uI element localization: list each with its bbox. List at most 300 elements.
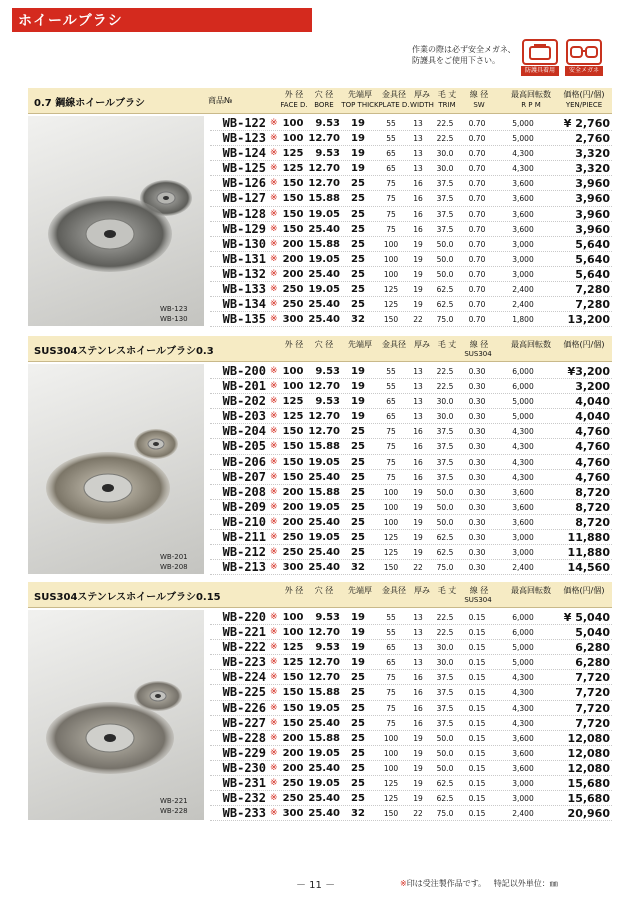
product-code: WB-226 (222, 700, 266, 715)
plate-diameter: 55 (386, 613, 396, 622)
header-plate-jp: 金具径 (382, 340, 406, 349)
top-thickness: 25 (351, 516, 365, 528)
face-diameter: 200 (282, 268, 304, 280)
max-rpm: 3,000 (512, 548, 534, 558)
top-thickness: 19 (351, 411, 365, 423)
product-code: WB-209 (222, 499, 266, 514)
width-value: 19 (413, 300, 423, 310)
protective-gear-caption: 防護具着用 (521, 66, 559, 76)
top-thickness: 25 (351, 732, 365, 744)
section-steel-wire (28, 88, 612, 328)
width-value: 16 (413, 703, 423, 713)
face-diameter: 250 (282, 547, 304, 559)
wire-diameter: 0.30 (468, 533, 486, 543)
face-diameter: 300 (282, 808, 304, 820)
header-sw-jp: 線 径 (469, 90, 489, 99)
trim-length: 37.5 (436, 427, 454, 437)
made-to-order-mark: ※ (270, 193, 278, 204)
price-value: ¥ 2,760 (563, 117, 610, 130)
header-tip-en: TOP THICK (341, 101, 379, 109)
product-code: WB-203 (222, 409, 266, 424)
face-diameter: 125 (282, 163, 304, 175)
header-plate-jp: 金具径 (382, 586, 406, 595)
price-value: 15,680 (567, 792, 610, 806)
table-row (210, 515, 612, 530)
bore-diameter: 12.70 (308, 163, 340, 175)
made-to-order-mark: ※ (270, 396, 278, 407)
table-row (210, 545, 612, 560)
price-value: 20,960 (567, 807, 610, 821)
wire-diameter: 0.15 (468, 809, 486, 819)
top-thickness: 25 (351, 426, 365, 438)
width-value: 13 (413, 367, 423, 376)
made-to-order-mark: ※ (270, 238, 278, 249)
wire-diameter: 0.15 (468, 718, 486, 728)
product-code: WB-122 (222, 116, 266, 130)
max-rpm: 1,800 (512, 315, 534, 325)
product-code: WB-225 (222, 685, 266, 700)
price-value: 3,960 (575, 222, 610, 236)
product-code: WB-208 (222, 484, 266, 499)
header-sw-en: SW (473, 101, 485, 109)
price-value: 7,280 (575, 298, 610, 312)
plate-diameter: 150 (383, 809, 399, 819)
face-diameter: 300 (282, 314, 304, 326)
face-diameter: 100 (282, 612, 304, 623)
made-to-order-mark: ※ (270, 672, 278, 683)
trim-length: 30.0 (436, 397, 454, 407)
product-code: WB-229 (222, 745, 266, 760)
made-to-order-mark: ※ (270, 778, 278, 789)
made-to-order-mark: ※ (270, 299, 278, 310)
max-rpm: 6,000 (512, 613, 534, 622)
made-to-order-mark: ※ (270, 612, 278, 622)
trim-length: 62.5 (436, 285, 454, 295)
safety-glasses-caption: 安全メガネ (565, 66, 603, 76)
max-rpm: 3,000 (512, 269, 534, 279)
trim-length: 62.5 (436, 779, 454, 789)
price-value: 4,040 (575, 410, 610, 424)
header-rpm-en: R P M (521, 101, 541, 109)
face-diameter: 125 (282, 396, 304, 408)
width-value: 19 (413, 285, 423, 295)
max-rpm: 4,300 (512, 703, 534, 713)
bore-diameter: 15.88 (308, 193, 340, 205)
header-trim-jp: 毛 丈 (437, 340, 457, 349)
table-row (210, 625, 612, 640)
made-to-order-mark: ※ (270, 687, 278, 698)
trim-length: 50.0 (436, 487, 454, 497)
max-rpm: 3,600 (512, 733, 534, 743)
wire-diameter: 0.30 (468, 427, 486, 437)
photo-caption-1: WB-123 (160, 305, 188, 313)
plate-diameter: 75 (386, 427, 396, 437)
footer-note-text: 印は受注製作品です。 (406, 879, 487, 888)
wire-diameter: 0.15 (468, 763, 486, 773)
bore-diameter: 12.70 (308, 411, 340, 423)
face-diameter: 150 (282, 702, 304, 714)
width-value: 19 (413, 487, 423, 497)
price-value: 3,960 (575, 177, 610, 191)
bore-diameter: 19.05 (308, 253, 340, 265)
width-value: 13 (413, 134, 423, 144)
max-rpm: 4,300 (512, 718, 534, 728)
section-sus304-03 (28, 336, 612, 576)
max-rpm: 3,600 (512, 487, 534, 497)
made-to-order-mark: ※ (270, 808, 278, 819)
price-value: 7,720 (575, 701, 610, 715)
price-value: 6,280 (575, 656, 610, 670)
max-rpm: 2,400 (512, 300, 534, 310)
made-to-order-mark: ※ (270, 547, 278, 558)
max-rpm: 4,300 (512, 472, 534, 482)
max-rpm: 3,600 (512, 748, 534, 758)
product-code: WB-204 (222, 424, 266, 439)
header-sus-label: SUS304 (464, 596, 492, 604)
bore-diameter: 9.53 (315, 612, 340, 623)
bore-diameter: 15.88 (308, 238, 340, 250)
bore-diameter: 12.70 (308, 657, 340, 669)
table-row (210, 685, 612, 700)
top-thickness: 25 (351, 193, 365, 205)
top-thickness: 25 (351, 238, 365, 250)
face-diameter: 200 (282, 516, 304, 528)
width-value: 13 (413, 119, 423, 128)
price-value: 3,200 (575, 380, 610, 394)
trim-length: 30.0 (436, 164, 454, 174)
top-thickness: 19 (351, 396, 365, 408)
header-tip-jp: 先端厚 (348, 586, 372, 595)
made-to-order-mark: ※ (270, 642, 278, 653)
made-to-order-mark: ※ (270, 747, 278, 758)
plate-diameter: 125 (383, 300, 399, 310)
table-row (210, 176, 612, 191)
width-value: 19 (413, 794, 423, 804)
price-value: 8,720 (575, 515, 610, 529)
max-rpm: 2,400 (512, 563, 534, 573)
trim-length: 37.5 (436, 457, 454, 467)
width-value: 13 (413, 628, 423, 638)
header-plate-en: PLATE D. (378, 101, 410, 109)
wire-diameter: 0.15 (468, 658, 486, 668)
top-thickness: 19 (351, 163, 365, 175)
price-value: 4,760 (575, 470, 610, 484)
price-value: 5,640 (575, 267, 610, 281)
section-title: SUS304ステンレスホイールブラシ0.15 (34, 592, 221, 603)
header-face-jp: 外 径 (284, 586, 304, 595)
table-row (210, 207, 612, 222)
face-diameter: 250 (282, 284, 304, 296)
footer-note-mark: ※ (400, 879, 407, 888)
made-to-order-mark: ※ (270, 118, 278, 128)
made-to-order-mark: ※ (270, 702, 278, 713)
top-thickness: 32 (351, 808, 365, 820)
trim-length: 22.5 (436, 382, 454, 392)
made-to-order-mark: ※ (270, 366, 278, 376)
plate-diameter: 150 (383, 563, 399, 573)
table-row (210, 655, 612, 670)
made-to-order-mark: ※ (270, 268, 278, 279)
face-diameter: 250 (282, 793, 304, 805)
section-sus304-015 (28, 582, 612, 822)
plate-diameter: 55 (386, 134, 396, 144)
product-code: WB-201 (222, 379, 266, 394)
made-to-order-mark: ※ (270, 148, 278, 159)
width-value: 19 (413, 254, 423, 264)
wire-diameter: 0.15 (468, 673, 486, 683)
trim-length: 22.5 (436, 134, 454, 144)
max-rpm: 3,000 (512, 239, 534, 249)
width-value: 16 (413, 194, 423, 204)
price-value: 4,760 (575, 425, 610, 439)
max-rpm: 3,600 (512, 224, 534, 234)
width-value: 22 (413, 315, 423, 325)
plate-diameter: 100 (383, 763, 399, 773)
plate-diameter: 65 (386, 643, 396, 653)
plate-diameter: 125 (383, 794, 399, 804)
product-code: WB-202 (222, 394, 266, 409)
face-diameter: 150 (282, 471, 304, 483)
face-diameter: 150 (282, 717, 304, 729)
top-thickness: 25 (351, 762, 365, 774)
header-face-jp: 外 径 (284, 90, 304, 99)
bore-diameter: 12.70 (308, 133, 340, 145)
max-rpm: 3,600 (512, 179, 534, 189)
header-bore-en: BORE (314, 101, 334, 109)
wire-diameter: 0.15 (468, 779, 486, 789)
wire-diameter: 0.70 (468, 209, 486, 219)
wire-diameter: 0.70 (468, 194, 486, 204)
plate-diameter: 100 (383, 517, 399, 527)
width-value: 16 (413, 472, 423, 482)
bore-diameter: 15.88 (308, 687, 340, 699)
max-rpm: 5,000 (512, 412, 534, 422)
width-value: 16 (413, 673, 423, 683)
product-code: WB-124 (222, 146, 266, 161)
width-value: 16 (413, 718, 423, 728)
table-row (210, 701, 612, 716)
face-diameter: 150 (282, 456, 304, 468)
product-code: WB-224 (222, 670, 266, 685)
trim-length: 37.5 (436, 703, 454, 713)
header-sw-jp: 線 径 (469, 586, 489, 595)
table-row (210, 746, 612, 761)
top-thickness: 25 (351, 268, 365, 280)
trim-length: 22.5 (436, 119, 454, 128)
product-photo (28, 610, 204, 820)
made-to-order-mark: ※ (270, 501, 278, 512)
wire-diameter: 0.15 (468, 703, 486, 713)
wire-diameter: 0.30 (468, 457, 486, 467)
header-face-en: FACE D. (280, 101, 308, 109)
product-code: WB-230 (222, 760, 266, 775)
price-value: 2,760 (575, 132, 610, 146)
made-to-order-mark: ※ (270, 284, 278, 295)
table-row (210, 297, 612, 312)
price-value: 3,320 (575, 147, 610, 161)
bore-diameter: 25.40 (308, 808, 340, 820)
product-code: WB-221 (222, 625, 266, 640)
max-rpm: 6,000 (512, 367, 534, 376)
price-value: 7,720 (575, 716, 610, 730)
top-thickness: 25 (351, 178, 365, 190)
max-rpm: 6,000 (512, 628, 534, 638)
product-code: WB-213 (222, 560, 266, 575)
price-value: 12,080 (567, 746, 610, 760)
product-code: WB-125 (222, 161, 266, 176)
top-thickness: 19 (351, 627, 365, 639)
plate-diameter: 65 (386, 164, 396, 174)
max-rpm: 2,400 (512, 285, 534, 295)
width-value: 19 (413, 533, 423, 543)
top-thickness: 19 (351, 148, 365, 160)
header-width-jp: 厚み (414, 340, 430, 349)
table-row (210, 610, 612, 625)
photo-caption-2: WB-130 (160, 315, 188, 323)
wire-diameter: 0.70 (468, 164, 486, 174)
product-code: WB-220 (222, 610, 266, 624)
product-code: WB-205 (222, 439, 266, 454)
max-rpm: 5,000 (512, 658, 534, 668)
safety-glasses-icon (566, 39, 602, 65)
table-row (210, 470, 612, 485)
wire-diameter: 0.15 (468, 748, 486, 758)
trim-length: 37.5 (436, 673, 454, 683)
made-to-order-mark: ※ (270, 426, 278, 437)
made-to-order-mark: ※ (270, 793, 278, 804)
wire-diameter: 0.30 (468, 367, 486, 376)
made-to-order-mark: ※ (270, 441, 278, 452)
table-row (210, 252, 612, 267)
face-diameter: 200 (282, 253, 304, 265)
max-rpm: 4,300 (512, 673, 534, 683)
width-value: 19 (413, 733, 423, 743)
product-code: WB-126 (222, 176, 266, 191)
wire-diameter: 0.70 (468, 239, 486, 249)
face-diameter: 200 (282, 747, 304, 759)
face-diameter: 150 (282, 193, 304, 205)
header-price-jp: 価格(円/個) (563, 90, 605, 99)
header-price-jp: 価格(円/個) (563, 340, 605, 349)
face-diameter: 125 (282, 657, 304, 669)
trim-length: 37.5 (436, 224, 454, 234)
wire-diameter: 0.30 (468, 548, 486, 558)
max-rpm: 3,600 (512, 502, 534, 512)
made-to-order-mark: ※ (270, 163, 278, 174)
table-row (210, 424, 612, 439)
width-value: 19 (413, 548, 423, 558)
face-diameter: 250 (282, 532, 304, 544)
table-row (210, 409, 612, 424)
plate-diameter: 75 (386, 179, 396, 189)
width-value: 13 (413, 658, 423, 668)
price-value: 12,080 (567, 731, 610, 745)
wire-diameter: 0.30 (468, 397, 486, 407)
bore-diameter: 12.70 (308, 426, 340, 438)
max-rpm: 6,000 (512, 382, 534, 392)
width-value: 19 (413, 269, 423, 279)
product-table (210, 364, 612, 575)
made-to-order-mark: ※ (270, 456, 278, 467)
product-code: WB-131 (222, 251, 266, 266)
width-value: 13 (413, 613, 423, 622)
wire-brush-illustration (28, 610, 204, 820)
table-row (210, 379, 612, 394)
face-diameter: 150 (282, 441, 304, 453)
table-row (210, 364, 612, 379)
made-to-order-mark: ※ (270, 208, 278, 219)
width-value: 16 (413, 442, 423, 452)
wire-diameter: 0.70 (468, 285, 486, 295)
face-diameter: 100 (282, 118, 304, 129)
wire-diameter: 0.30 (468, 442, 486, 452)
trim-length: 37.5 (436, 179, 454, 189)
face-diameter: 200 (282, 732, 304, 744)
bore-diameter: 25.40 (308, 223, 340, 235)
bore-diameter: 25.40 (308, 762, 340, 774)
top-thickness: 19 (351, 381, 365, 393)
bore-diameter: 19.05 (308, 702, 340, 714)
product-code: WB-232 (222, 791, 266, 806)
top-thickness: 19 (351, 612, 365, 623)
made-to-order-mark: ※ (270, 471, 278, 482)
plate-diameter: 100 (383, 502, 399, 512)
header-tip-jp: 先端厚 (348, 340, 372, 349)
plate-diameter: 150 (383, 315, 399, 325)
made-to-order-mark: ※ (270, 381, 278, 392)
plate-diameter: 75 (386, 703, 396, 713)
wire-brush-illustration (28, 116, 204, 326)
max-rpm: 5,000 (512, 643, 534, 653)
face-diameter: 200 (282, 486, 304, 498)
header-bore-jp: 穴 径 (314, 586, 334, 595)
bore-diameter: 19.05 (308, 532, 340, 544)
width-value: 13 (413, 164, 423, 174)
product-code: WB-211 (222, 530, 266, 545)
table-row (210, 267, 612, 282)
width-value: 16 (413, 209, 423, 219)
plate-diameter: 55 (386, 628, 396, 638)
table-row (210, 237, 612, 252)
footer-unit: ㎜ (549, 879, 558, 888)
top-thickness: 19 (351, 133, 365, 145)
header-sus-label: SUS304 (464, 350, 492, 358)
price-value: 4,040 (575, 395, 610, 409)
width-value: 16 (413, 224, 423, 234)
bore-diameter: 19.05 (308, 208, 340, 220)
table-row (210, 806, 612, 821)
plate-diameter: 75 (386, 718, 396, 728)
bore-diameter: 9.53 (315, 118, 340, 129)
trim-length: 30.0 (436, 412, 454, 422)
plate-diameter: 75 (386, 194, 396, 204)
trim-length: 62.5 (436, 533, 454, 543)
width-value: 19 (413, 763, 423, 773)
page-number: － 11 － (296, 880, 336, 891)
product-photo (28, 364, 204, 574)
product-code: WB-222 (222, 640, 266, 655)
table-row (210, 716, 612, 731)
section-title: SUS304ステンレスホイールブラシ0.3 (34, 346, 214, 357)
header-plate-jp: 金具径 (382, 90, 406, 99)
max-rpm: 4,300 (512, 442, 534, 452)
plate-diameter: 65 (386, 412, 396, 422)
product-code: WB-129 (222, 221, 266, 236)
wire-diameter: 0.15 (468, 733, 486, 743)
max-rpm: 2,400 (512, 809, 534, 819)
face-diameter: 200 (282, 238, 304, 250)
max-rpm: 4,300 (512, 164, 534, 174)
